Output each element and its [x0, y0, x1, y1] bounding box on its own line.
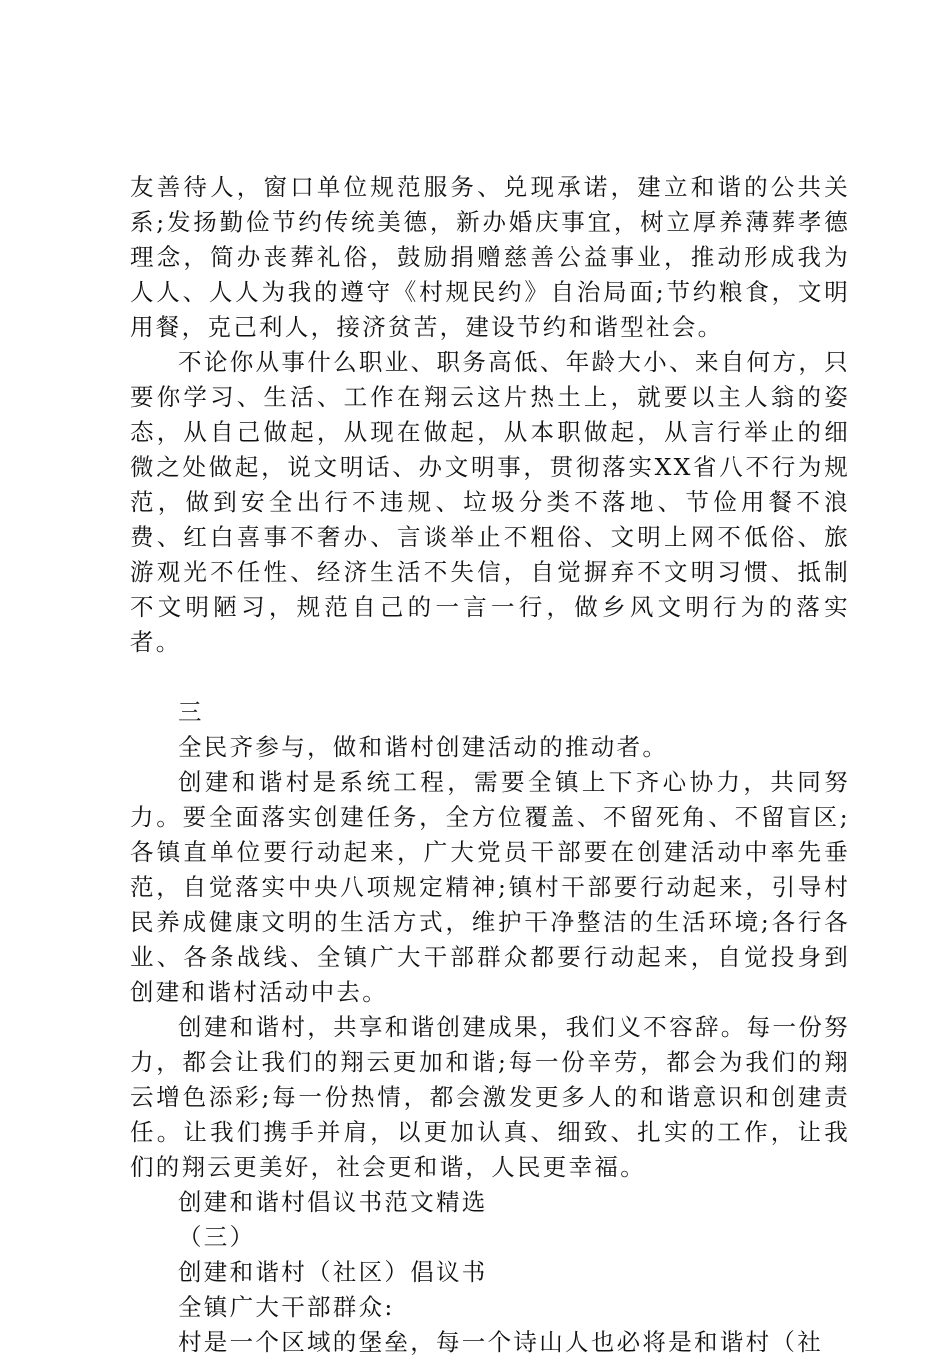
- proposal-title-line: 创建和谐村（社区）倡议书: [178, 1258, 488, 1286]
- paragraph-civility-practices: 友善待人，窗口单位规范服务、兑现承诺，建立和谐的公共关系;发扬勤俭节约传统美德，新办婚庆事宜，树立厚养薄葬孝德理念，简办丧葬礼俗，鼓励捐赠慈善公益事业，推动形成我为人人、人人为我的遵守《村规民约》自治局面;节约粮食，文明用餐，克己利人，接济贫苦，建设节约和谐型社会。: [130, 173, 850, 341]
- paragraph-village-fortress: 村是一个区域的堡垒，每一个诗山人也必将是和谐村（社: [178, 1328, 823, 1356]
- section-subtitle: 全民齐参与，做和谐村创建活动的推动者。: [178, 733, 669, 761]
- section-heading-three: 三: [178, 698, 204, 726]
- article-title-line: 创建和谐村倡议书范文精选: [178, 1188, 488, 1216]
- article-number-line: （三）: [178, 1223, 256, 1251]
- document-body: [130, 170, 850, 1360]
- blank-line: [130, 660, 850, 695]
- salutation-line: 全镇广大干部群众:: [178, 1293, 395, 1321]
- paragraph-systematic-project: 创建和谐村是系统工程，需要全镇上下齐心协力，共同努力。要全面落实创建任务，全方位覆盖、不留死角、不留盲区;各镇直单位要行动起来，广大党员干部要在创建活动中率先垂范，自觉落实中央八项规定精神;镇村干部要行动起来，引导村民养成健康文明的生活方式，维护干净整洁的生活环境;各行各业、各条战线、全镇广大干部群众都要行动起来，自觉投身到创建和谐村活动中去。: [130, 768, 850, 1006]
- paragraph-act-as-implementer: 不论你从事什么职业、职务高低、年龄大小、来自何方，只要你学习、生活、工作在翔云这片热土上，就要以主人翁的姿态，从自己做起，从现在做起，从本职做起，从言行举止的细微之处做起，说文明话、办文明事，贯彻落实XX省八不行为规范，做到安全出行不违规、垃圾分类不落地、节俭用餐不浪费、红白喜事不奢办、言谈举止不粗俗、文明上网不低俗、旅游观光不任性、经济生活不失信，自觉摒弃不文明习惯、抵制不文明陋习，规范自己的一言一行，做乡风文明行为的落实者。: [130, 348, 850, 656]
- paragraph-shared-results: 创建和谐村，共享和谐创建成果，我们义不容辞。每一份努力，都会让我们的翔云更加和谐;每一份辛劳，都会为我们的翔云增色添彩;每一份热情，都会激发更多人的和谐意识和创建责任。让我们携手并肩，以更加认真、细致、扎实的工作，让我们的翔云更美好，社会更和谐，人民更幸福。: [130, 1013, 850, 1181]
